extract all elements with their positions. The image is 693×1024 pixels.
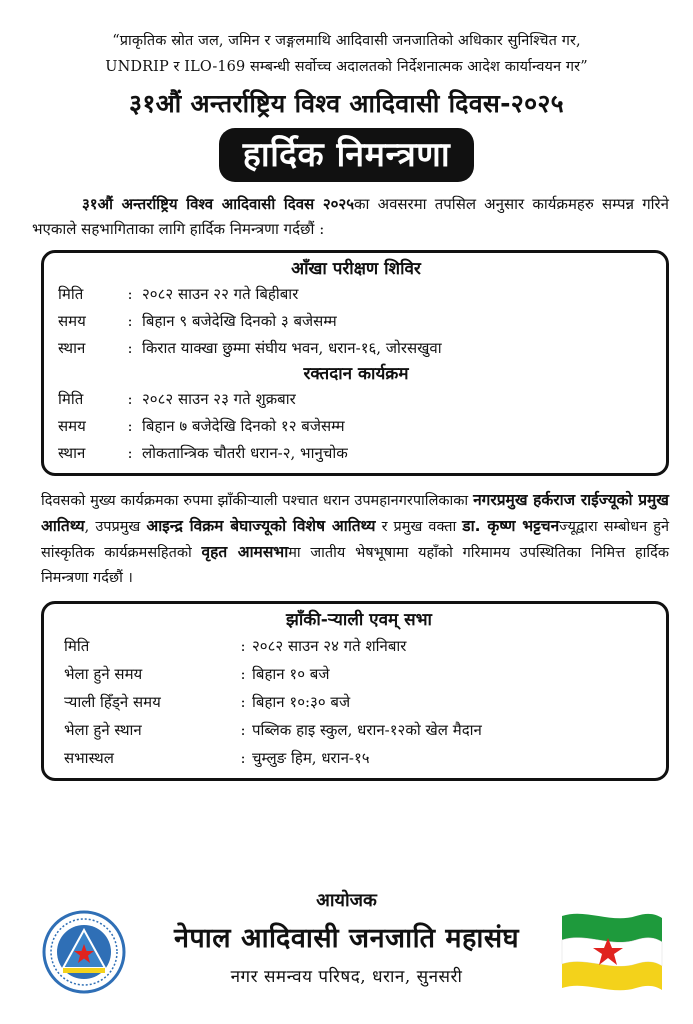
- row-label: स्थान: [58, 444, 86, 462]
- chief-guest: नगरप्रमुख हर्कराज राईज्यूको प्रमुख आतिथ्य: [41, 491, 669, 535]
- row-value: पब्लिक हाइ स्कुल, धरान-१२को खेल मैदान: [252, 721, 482, 739]
- row-label: मिति: [58, 285, 84, 303]
- row-colon: :: [240, 749, 246, 767]
- nefin-flag-icon: [556, 908, 666, 998]
- keynote-speaker: डा. कृष्ण भट्टचन: [462, 517, 560, 535]
- slogan-line-2: UNDRIP र ILO-169 सम्बन्धी सर्वोच्च अदालतको निर्देशनात्मक आदेश कार्यान्वयन गर”: [105, 59, 588, 75]
- organizer-name: नेपाल आदिवासी जनजाति महासंघ: [173, 923, 520, 954]
- row-colon: :: [240, 637, 246, 655]
- eye-camp-date-row: [58, 281, 654, 308]
- assembly-venue-row: [64, 744, 654, 772]
- row-colon: :: [240, 721, 246, 739]
- intro-text: का अवसरमा तपसिल अनुसार कार्यक्रमहरु सम्पन्न गरिने भएकाले सहभागिताका लागि हार्दिक निमन्त्रणा गर्दछौं :: [32, 195, 669, 238]
- row-colon: :: [240, 693, 246, 711]
- rally-title: झाँकी-ऱ्याली एवम् सभा: [286, 610, 432, 630]
- row-value: २०८२ साउन २२ गते बिहीबार: [142, 285, 299, 303]
- para-text: , उपप्रमुख: [84, 519, 147, 535]
- row-value: बिहान १०:३० बजे: [252, 693, 351, 711]
- gathering-time-row: [64, 660, 654, 688]
- row-colon: :: [127, 312, 133, 330]
- slogan-line-1: “प्राकृतिक स्रोत जल, जमिन र जङ्गलमाथि आदिवासी जनजातिको अधिकार सुनिश्चित गर,: [112, 33, 581, 49]
- organizer-label: आयोजक: [316, 890, 377, 911]
- blood-donation-title: रक्तदान कार्यक्रम: [303, 364, 409, 384]
- rally-start-time-row: [64, 688, 654, 716]
- row-colon: :: [127, 390, 133, 408]
- row-label: स्थान: [58, 339, 86, 357]
- eye-camp-time-row: [58, 308, 654, 335]
- row-label: समय: [58, 417, 86, 435]
- eye-camp-title: आँखा परीक्षण शिविर: [291, 259, 421, 279]
- gathering-place-row: [64, 716, 654, 744]
- row-colon: :: [240, 665, 246, 683]
- intro-paragraph: [32, 192, 669, 242]
- para-text: दिवसको मुख्य कार्यक्रमका रुपमा झाँकीऱ्याली पश्चात धरान उपमहानगरपालिकाका: [41, 493, 474, 509]
- rally-date-row: [64, 632, 654, 660]
- row-colon: :: [127, 339, 133, 357]
- row-value: बिहान १० बजे: [252, 665, 330, 683]
- invitation-page: [8, 8, 685, 1016]
- row-value: २०८२ साउन २३ गते शुक्रबार: [142, 390, 296, 408]
- schedule-box-1: [41, 250, 669, 476]
- main-event-paragraph: [41, 488, 669, 591]
- row-label: मिति: [58, 390, 84, 408]
- row-label: समय: [58, 312, 86, 330]
- mass-assembly: वृहत आमसभा: [201, 543, 289, 561]
- schedule-box-2: [41, 601, 669, 781]
- row-value: किरात याक्खा छुम्मा संघीय भवन, धरान-१६, जोरसखुवा: [142, 339, 442, 357]
- event-title: ३१औं अन्तर्राष्ट्रिय विश्व आदिवासी दिवस-२०२५: [129, 89, 564, 118]
- row-value: लोकतान्त्रिक चौतरी धरान-२, भानुचोक: [142, 444, 348, 462]
- row-colon: :: [127, 285, 133, 303]
- row-value: २०८२ साउन २४ गते शनिबार: [252, 637, 407, 655]
- para-text: मा जातीय भेषभूषामा यहाँको गरिमामय उपस्थितिका निमित्त हार्दिक निमन्त्रणा गर्दछौं ।: [41, 545, 669, 586]
- special-guest: आइन्द्र विक्रम बेघाज्यूको विशेष आतिथ्य: [146, 517, 376, 535]
- row-label: मिति: [64, 637, 90, 655]
- row-label: ऱ्याली हिँड्ने समय: [64, 693, 161, 711]
- para-text: ज्यूद्वारा सम्बोधन हुने सांस्कृतिक कार्यक्रमसहितको: [41, 519, 670, 561]
- invite-banner: हार्दिक निमन्त्रणा: [219, 128, 474, 182]
- row-colon: :: [127, 417, 133, 435]
- blood-donation-time-row: [58, 413, 654, 440]
- organizer-footer: [8, 878, 685, 1018]
- row-label: भेला हुने समय: [64, 665, 143, 683]
- eye-camp-venue-row: [58, 335, 654, 362]
- blood-donation-venue-row: [58, 440, 654, 467]
- row-colon: :: [127, 444, 133, 462]
- slogan-quote: [8, 8, 685, 80]
- organizer-branch: नगर समन्वय परिषद, धरान, सुनसरी: [230, 967, 463, 987]
- row-value: बिहान ९ बजेदेखि दिनको ३ बजेसम्म: [142, 312, 337, 330]
- row-value: बिहान ७ बजेदेखि दिनको १२ बजेसम्म: [142, 417, 345, 435]
- intro-event-name: ३१औं अन्तर्राष्ट्रिय विश्व आदिवासी दिवस २०२५: [82, 195, 355, 213]
- blood-donation-date-row: [58, 386, 654, 413]
- row-label: भेला हुने स्थान: [64, 721, 142, 739]
- row-value: चुम्लुङ हिम, धरान-१५: [252, 749, 370, 767]
- row-label: सभास्थल: [64, 749, 114, 767]
- invite-banner-wrap: [8, 128, 685, 182]
- para-text: र प्रमुख वक्ता: [375, 519, 463, 535]
